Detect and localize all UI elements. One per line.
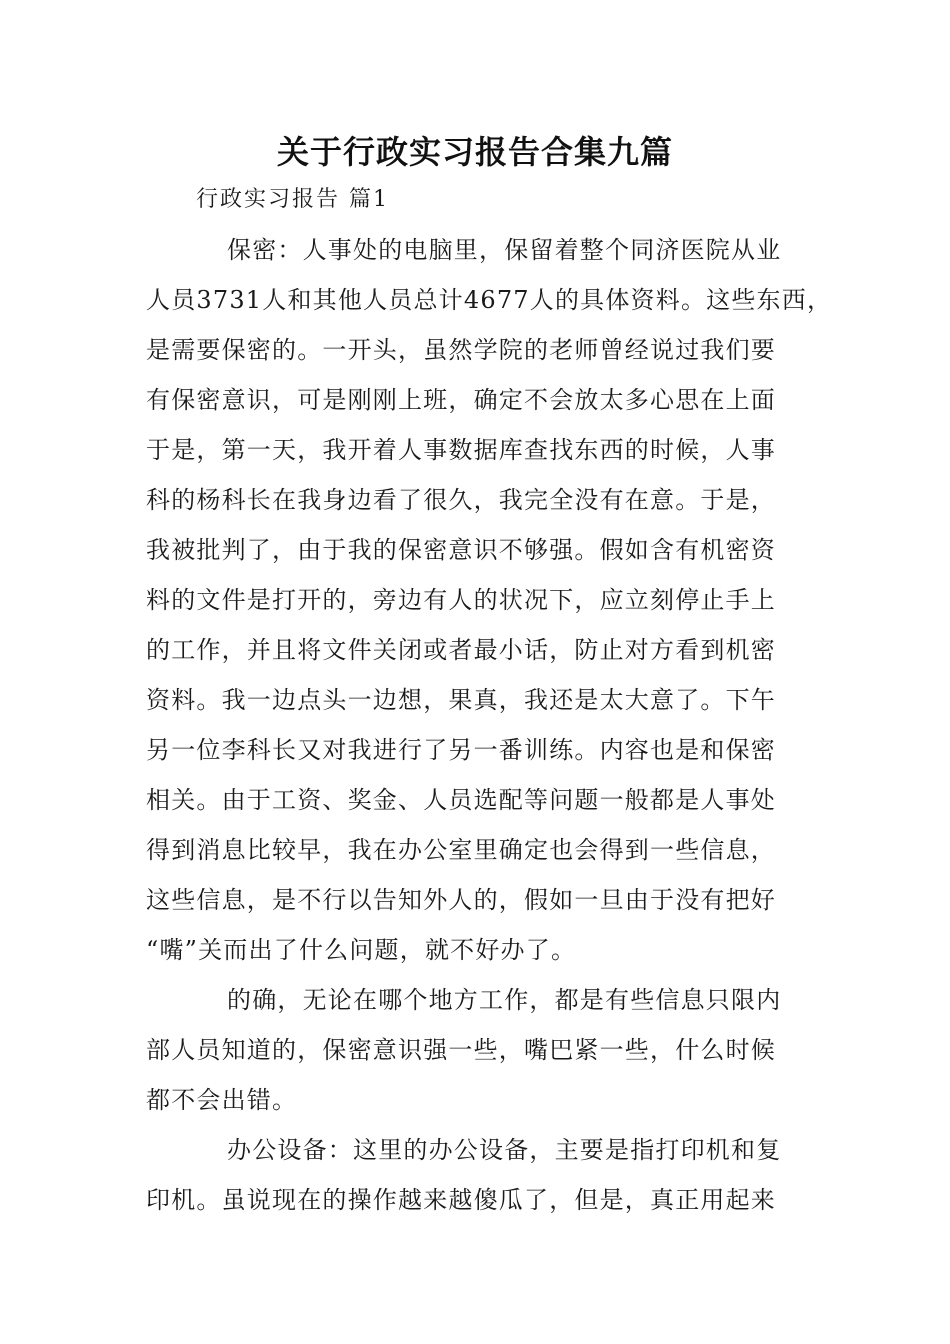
paragraph-line: 保密：人事处的电脑里，保留着整个同济医院从业 — [227, 236, 782, 264]
paragraph-line: 另一位李科长又对我进行了另一番训练。内容也是和保密 — [146, 736, 776, 764]
paragraph-line: 印机。虽说现在的操作越来越傻瓜了，但是，真正用起来 — [146, 1186, 776, 1214]
paragraph-line: 部人员知道的，保密意识强一些，嘴巴紧一些，什么时候 — [146, 1036, 776, 1064]
paragraph-line: 我被批判了，由于我的保密意识不够强。假如含有机密资 — [146, 536, 776, 564]
paragraph-line: 资料。我一边点头一边想，果真，我还是太大意了。下午 — [146, 686, 776, 714]
paragraph-line: 得到消息比较早，我在办公室里确定也会得到一些信息， — [146, 836, 776, 864]
paragraph-line: 于是，第一天，我开着人事数据库查找东西的时候，人事 — [146, 436, 776, 464]
paragraph-line: 相关。由于工资、奖金、人员选配等问题一般都是人事处 — [146, 786, 776, 814]
paragraph-line: 有保密意识，可是刚刚上班，确定不会放太多心思在上面 — [146, 386, 776, 414]
paragraph-line: 的确，无论在哪个地方工作，都是有些信息只限内 — [227, 986, 782, 1014]
paragraph-line: 都不会出错。 — [146, 1086, 298, 1114]
paragraph-line: 办公设备：这里的办公设备，主要是指打印机和复 — [227, 1136, 782, 1164]
paragraph-line: 科的杨科长在我身边看了很久，我完全没有在意。于是， — [146, 486, 776, 514]
paragraph-line: 人员3731人和其他人员总计4677人的具体资料。这些东西， — [146, 286, 833, 314]
paragraph-line: 料的文件是打开的，旁边有人的状况下，应立刻停止手上 — [146, 586, 776, 614]
section-heading: 行政实习报告 篇1 — [196, 187, 389, 212]
document-title: 关于行政实习报告合集九篇 — [276, 133, 673, 171]
paragraph-line: 这些信息，是不行以告知外人的，假如一旦由于没有把好 — [146, 886, 776, 914]
paragraph-line: “嘴”关而出了什么问题，就不好办了。 — [146, 936, 577, 964]
paragraph-line: 是需要保密的。一开头，虽然学院的老师曾经说过我们要 — [146, 336, 776, 364]
paragraph-line: 的工作，并且将文件关闭或者最小话，防止对方看到机密 — [146, 636, 776, 664]
